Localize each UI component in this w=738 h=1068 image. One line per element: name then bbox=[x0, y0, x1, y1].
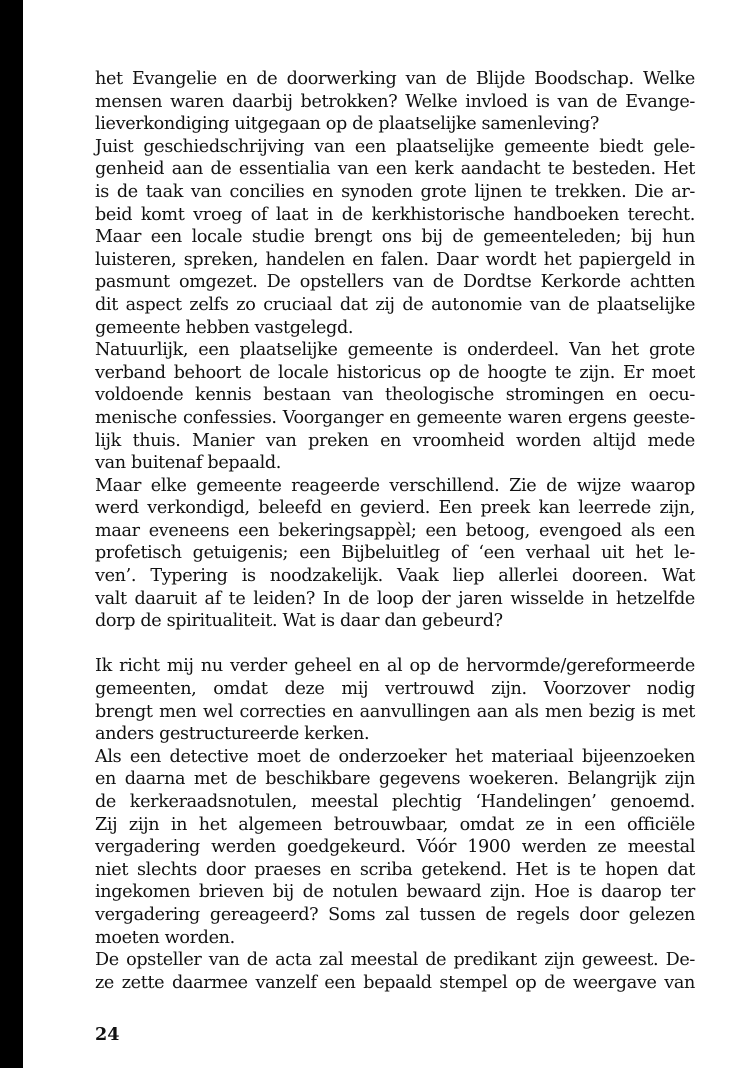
text-line: Natuurlijk, een plaatselijke gemeente is onderdeel. Van het grote bbox=[95, 340, 695, 361]
text-line: Ik richt mij nu verder geheel en al op de hervormde/gereformeerde bbox=[95, 656, 695, 677]
body-text bbox=[95, 68, 695, 994]
text-line: Maar elke gemeente reageerde verschillend. Zie de wijze waarop bbox=[95, 475, 695, 496]
text-line: gemeenten, omdat deze mij vertrouwd zijn. Voorzover nodig bbox=[95, 679, 695, 700]
text-line: werd verkondigd, beleefd en gevierd. Een preek kan leerrede zijn, bbox=[95, 498, 695, 519]
text-line: ven’. Typering is noodzakelijk. Vaak liep allerlei dooreen. Wat bbox=[95, 566, 695, 587]
text-line: moeten worden. bbox=[95, 927, 235, 948]
text-line: ingekomen brieven bij de notulen bewaard zijn. Hoe is daarop ter bbox=[95, 882, 695, 903]
text-line: De opsteller van de acta zal meestal de predikant zijn geweest. De- bbox=[95, 950, 695, 971]
page-number: 24 bbox=[95, 1024, 120, 1045]
text-line: voldoende kennis bestaan van theologische stromingen en oecu- bbox=[95, 385, 695, 406]
text-line: anders gestructureerde kerken. bbox=[95, 724, 370, 745]
text-line: vergadering werden goedgekeurd. Vóór 1900 werden ze meestal bbox=[95, 837, 695, 858]
text-line: ze zette daarmee vanzelf een bepaald stempel op de weergave van bbox=[95, 972, 695, 993]
text-line: Als een detective moet de onderzoeker het materiaal bijeenzoeken bbox=[95, 746, 695, 767]
text-line: menische confessies. Voorganger en gemeente waren ergens geeste- bbox=[95, 407, 695, 428]
text-line: profetisch getuigenis; een Bijbeluitleg of ‘een verhaal uit het le- bbox=[95, 543, 695, 564]
text-line: dit aspect zelfs zo cruciaal dat zij de autonomie van de plaatselijke bbox=[95, 294, 695, 315]
text-line: lijk thuis. Manier van preken en vroomheid worden altijd mede bbox=[95, 430, 695, 451]
text-line: en daarna met de beschikbare gegevens woekeren. Belangrijk zijn bbox=[95, 769, 695, 790]
text-line: verband behoort de locale historicus op de hoogte te zijn. Er moet bbox=[95, 362, 695, 383]
text-line: vergadering gereageerd? Soms zal tussen de regels door gelezen bbox=[95, 904, 695, 925]
scan-edge-shadow bbox=[0, 0, 23, 1068]
paragraph-gap bbox=[95, 633, 695, 656]
text-line: de kerkeraadsnotulen, meestal plechtig ‘Handelingen’ genoemd. bbox=[95, 792, 695, 812]
text-line: van buitenaf bepaald. bbox=[95, 453, 282, 474]
text-line: Maar een locale studie brengt ons bij de gemeenteleden; bij hun bbox=[95, 227, 695, 248]
text-line: brengt men wel correcties en aanvullingen aan als men bezig is met bbox=[95, 701, 695, 722]
text-line: Juist geschiedschrijving van een plaatselijke gemeente biedt gele- bbox=[95, 136, 695, 157]
text-line: het Evangelie en de doorwerking van de Blijde Boodschap. Welke bbox=[95, 69, 695, 89]
text-line: dorp de spiritualiteit. Wat is daar dan gebeurd? bbox=[95, 611, 503, 632]
text-line: Zij zijn in het algemeen betrouwbaar, omdat ze in een officiële bbox=[95, 814, 695, 835]
text-line: niet slechts door praeses en scriba getekend. Het is te hopen dat bbox=[95, 859, 695, 880]
text-line: maar eveneens een bekeringsappèl; een betoog, evengoed als een bbox=[95, 520, 695, 541]
text-line: is de taak van concilies en synoden grote lijnen te trekken. Die ar- bbox=[95, 181, 695, 202]
text-line: gemeente hebben vastgelegd. bbox=[95, 317, 354, 338]
text-line: beid komt vroeg of laat in de kerkhistorische handboeken terecht. bbox=[95, 204, 695, 225]
text-line: genheid aan de essentialia van een kerk aandacht te besteden. Het bbox=[95, 159, 695, 180]
text-line: lieverkondiging uitgegaan op de plaatselijke samenleving? bbox=[95, 114, 599, 135]
text-line: mensen waren daarbij betrokken? Welke invloed is van de Evange- bbox=[95, 91, 695, 112]
text-line: pasmunt omgezet. De opstellers van de Dordtse Kerkorde achtten bbox=[95, 272, 695, 293]
text-line: valt daaruit af te leiden? In de loop der jaren wisselde in hetzelfde bbox=[95, 588, 695, 609]
text-line: luisteren, spreken, handelen en falen. Daar wordt het papiergeld in bbox=[95, 249, 695, 270]
